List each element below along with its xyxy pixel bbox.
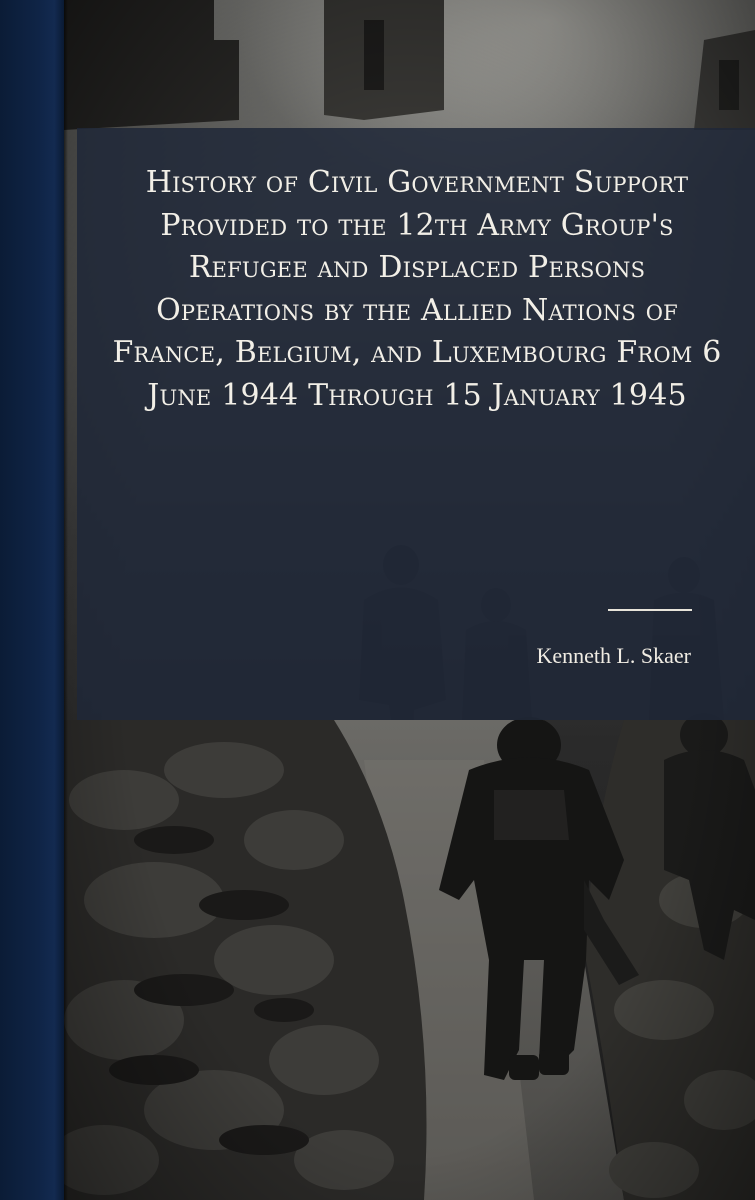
author-divider	[608, 609, 692, 611]
book-author: Kenneth L. Skaer	[536, 643, 691, 668]
spine-shadow	[64, 0, 68, 1200]
book-title: History of Civil Government Support Provided to the 12th Army Group's Refugee and Displaced Persons Operations by the Allied Nations of France, Belgium, and Luxembourg From 6 June 1944 Through 15 January 1945	[112, 165, 722, 413]
cover-spine	[0, 0, 64, 1200]
